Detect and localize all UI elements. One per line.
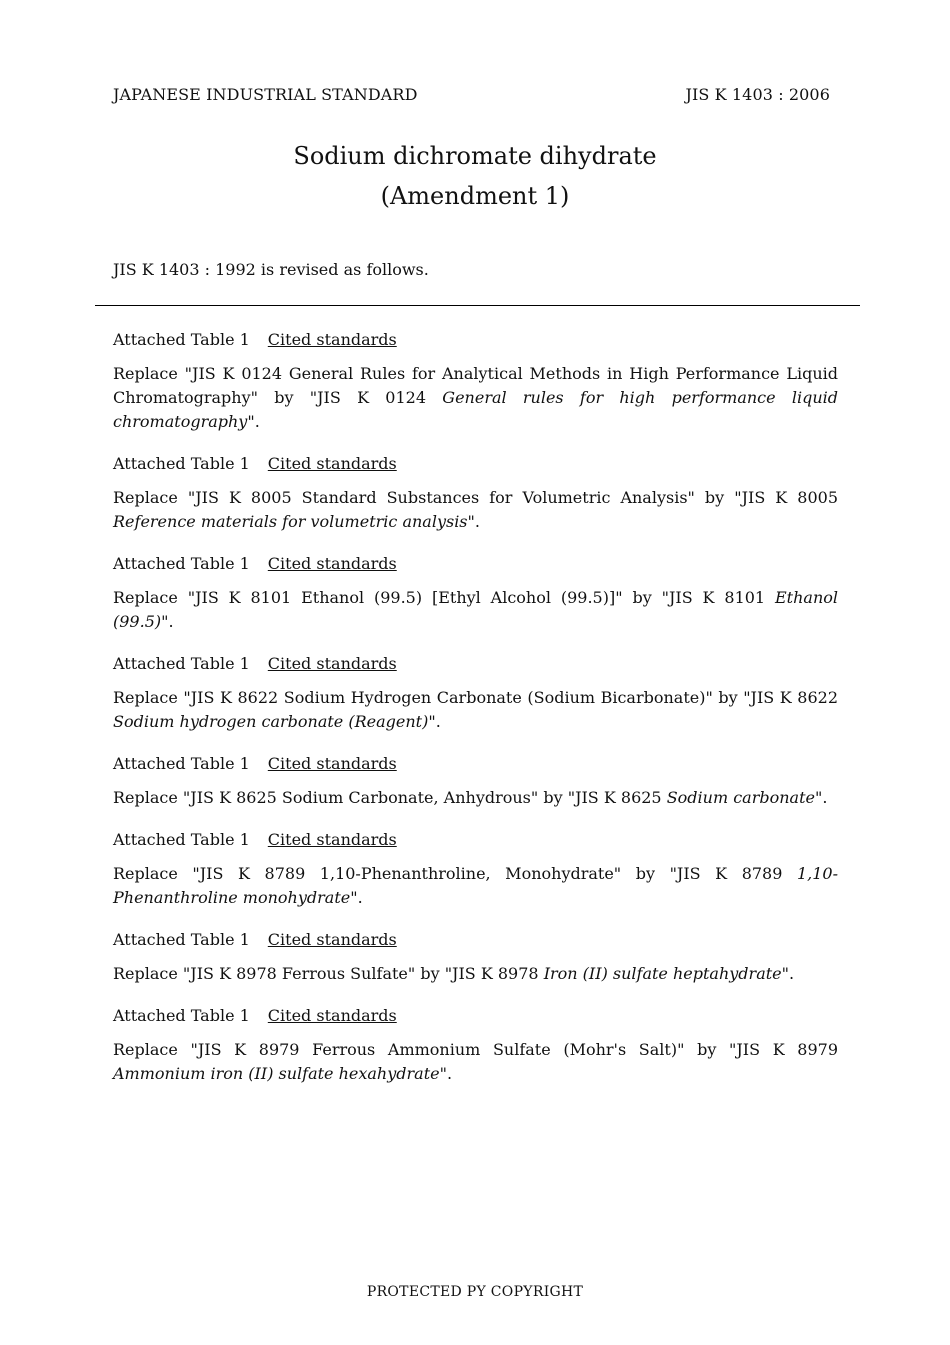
entry-subheading: Cited standards	[267, 930, 397, 949]
entry-heading: Attached Table 1 Cited standards	[113, 654, 397, 673]
entry-heading: Attached Table 1 Cited standards	[113, 1006, 397, 1025]
entry-heading: Attached Table 1 Cited standards	[113, 930, 397, 949]
entry-subheading: Cited standards	[267, 654, 397, 673]
entry-new-title: Reference materials for volumetric analysis	[113, 512, 468, 531]
amendment-list	[113, 328, 838, 1104]
entry-subheading: Cited standards	[267, 454, 397, 473]
intro-text: JIS K 1403 : 1992 is revised as follows.	[113, 260, 429, 279]
entry-heading: Attached Table 1 Cited standards	[113, 454, 397, 473]
entry-new-title: Iron (II) sulfate heptahydrate	[543, 964, 782, 983]
title-line-2: (Amendment 1)	[380, 182, 570, 210]
copyright-footer: PROTECTED PY COPYRIGHT	[366, 1284, 584, 1300]
entry-text: Replace "JIS K 8978 Ferrous Sulfate" by "JIS K 8978 Iron (II) sulfate heptahydrate".	[113, 964, 795, 983]
entry-new-title: Sodium hydrogen carbonate (Reagent)	[113, 712, 429, 731]
entry-subheading: Cited standards	[267, 754, 397, 773]
entry-text: Replace "JIS K 8789 1,10-Phenanthroline, Monohydrate" by "JIS K 8789 1,10-Phenanthroline monohydrate".	[113, 864, 838, 907]
entry-text: Replace "JIS K 8625 Sodium Carbonate, Anhydrous" by "JIS K 8625 Sodium carbonate".	[113, 788, 828, 807]
amendment-entry	[113, 652, 838, 734]
amendment-entry	[113, 928, 838, 986]
entry-new-title: Ammonium iron (II) sulfate hexahydrate	[113, 1064, 440, 1083]
entry-text: Replace "JIS K 0124 General Rules for Analytical Methods in High Performance Liquid Chromatography" by "JIS K 0124 General rules for high performance liquid chromatography".	[113, 364, 839, 431]
entry-subheading: Cited standards	[267, 1006, 397, 1025]
standard-label: JAPANESE INDUSTRIAL STANDARD	[113, 85, 418, 104]
standard-number: JIS K 1403 : 2006	[685, 85, 830, 104]
entry-subheading: Cited standards	[267, 554, 397, 573]
entry-subheading: Cited standards	[267, 830, 397, 849]
amendment-entry	[113, 452, 838, 534]
entry-new-title: Ethanol (99.5)	[113, 588, 838, 631]
entry-text: Replace "JIS K 8005 Standard Substances for Volumetric Analysis" by "JIS K 8005 Reference materials for volumetric analysis".	[113, 488, 838, 531]
entry-heading: Attached Table 1 Cited standards	[113, 330, 397, 349]
title-line-1: Sodium dichromate dihydrate	[293, 142, 657, 170]
entry-text: Replace "JIS K 8622 Sodium Hydrogen Carbonate (Sodium Bicarbonate)" by "JIS K 8622 Sodium hydrogen carbonate (Reagent)".	[113, 688, 838, 731]
amendment-entry	[113, 828, 838, 910]
amendment-entry	[113, 552, 838, 634]
entry-new-title: General rules for high performance liquid chromatography	[113, 388, 839, 431]
entry-subheading: Cited standards	[267, 330, 397, 349]
entry-text: Replace "JIS K 8101 Ethanol (99.5) [Ethyl Alcohol (99.5)]" by "JIS K 8101 Ethanol (99.5)".	[113, 588, 838, 631]
entry-new-title: 1,10-Phenanthroline monohydrate	[113, 864, 838, 907]
entry-text: Replace "JIS K 8979 Ferrous Ammonium Sulfate (Mohr's Salt)" by "JIS K 8979 Ammonium iron (II) sulfate hexahydrate".	[113, 1040, 838, 1083]
amendment-entry	[113, 1004, 838, 1086]
entry-heading: Attached Table 1 Cited standards	[113, 754, 397, 773]
amendment-entry	[113, 328, 838, 434]
entry-heading: Attached Table 1 Cited standards	[113, 554, 397, 573]
horizontal-divider	[95, 305, 860, 306]
entry-new-title: Sodium carbonate	[666, 788, 815, 807]
amendment-entry	[113, 752, 838, 810]
entry-heading: Attached Table 1 Cited standards	[113, 830, 397, 849]
document-title	[0, 136, 950, 216]
